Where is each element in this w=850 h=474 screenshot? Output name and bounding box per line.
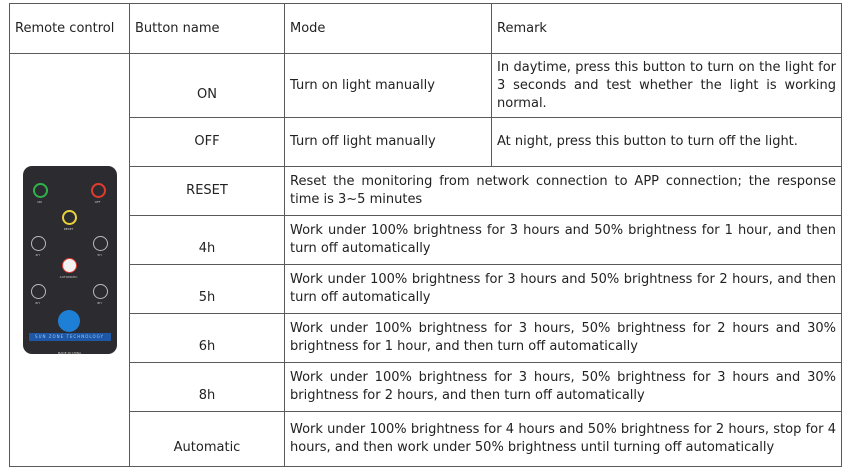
table-row bbox=[10, 363, 842, 412]
power-off-icon bbox=[91, 183, 106, 198]
mode-cell: Reset the monitoring from network connection to APP connection; the response time is 3~5 minutes bbox=[285, 167, 842, 216]
button-name-cell: 6h bbox=[130, 314, 285, 363]
button-name-cell: Automatic bbox=[130, 412, 285, 467]
remote-control-image bbox=[23, 166, 117, 354]
header-row bbox=[10, 4, 842, 54]
table-row bbox=[10, 118, 842, 167]
mode-cell: Work under 100% brightness for 3 hours, 50% brightness for 3 hours and 30% brightness for 2 hours, and then turn off automatically bbox=[285, 363, 842, 412]
header-button-name: Button name bbox=[130, 4, 285, 54]
button-name-cell: 5h bbox=[130, 265, 285, 314]
remote-5h-label: 5H bbox=[97, 253, 102, 257]
table-row bbox=[10, 412, 842, 467]
table-row bbox=[10, 314, 842, 363]
timer-5h-icon bbox=[93, 236, 108, 251]
remote-made-in: MADE IN CHINA bbox=[57, 351, 82, 355]
remote-6h-label: 6H bbox=[35, 301, 40, 305]
remote-control-table bbox=[9, 3, 842, 467]
brand-logo-icon bbox=[58, 310, 80, 332]
table-row bbox=[10, 265, 842, 314]
header-remote-control: Remote control bbox=[10, 4, 130, 54]
table-row bbox=[10, 167, 842, 216]
remark-cell: At night, press this button to turn off the light. bbox=[492, 118, 842, 167]
remote-reset-label: RESET bbox=[63, 227, 74, 231]
button-name-cell: 4h bbox=[130, 216, 285, 265]
table-row bbox=[10, 54, 842, 118]
timer-4h-icon bbox=[31, 236, 46, 251]
button-name-cell: 8h bbox=[130, 363, 285, 412]
header-remark: Remark bbox=[492, 4, 842, 54]
remote-4h-label: 4H bbox=[35, 253, 40, 257]
table-row bbox=[10, 216, 842, 265]
button-name-cell: OFF bbox=[130, 118, 285, 167]
mode-cell: Turn off light manually bbox=[285, 118, 492, 167]
remote-brand: SUN ZONE TECHNOLOGY bbox=[29, 333, 111, 341]
remote-automatic-label: AUTOMATIC bbox=[59, 275, 78, 279]
mode-cell: Work under 100% brightness for 4 hours and 50% brightness for 2 hours, stop for 4 hours, and then work under 50% brightness until turning off automatically bbox=[285, 412, 842, 467]
remark-cell: In daytime, press this button to turn on the light for 3 seconds and test whether the light is working normal. bbox=[492, 54, 842, 118]
mode-cell: Work under 100% brightness for 3 hours and 50% brightness for 2 hours, and then turn off automatically bbox=[285, 265, 842, 314]
button-name-cell: RESET bbox=[130, 167, 285, 216]
mode-cell: Turn on light manually bbox=[285, 54, 492, 118]
remote-off-label: OFF bbox=[94, 200, 101, 204]
remote-8h-label: 8H bbox=[97, 301, 102, 305]
timer-8h-icon bbox=[93, 284, 108, 299]
header-mode: Mode bbox=[285, 4, 492, 54]
remote-on-label: ON bbox=[37, 200, 42, 204]
remote-image-cell bbox=[10, 54, 130, 467]
mode-cell: Work under 100% brightness for 3 hours and 50% brightness for 1 hour, and then turn off automatically bbox=[285, 216, 842, 265]
reset-icon bbox=[62, 210, 77, 225]
automatic-icon bbox=[62, 258, 77, 273]
mode-cell: Work under 100% brightness for 3 hours, 50% brightness for 2 hours and 30% brightness for 1 hour, and then turn off automatically bbox=[285, 314, 842, 363]
power-on-icon bbox=[33, 183, 48, 198]
button-name-cell: ON bbox=[130, 54, 285, 118]
timer-6h-icon bbox=[31, 284, 46, 299]
